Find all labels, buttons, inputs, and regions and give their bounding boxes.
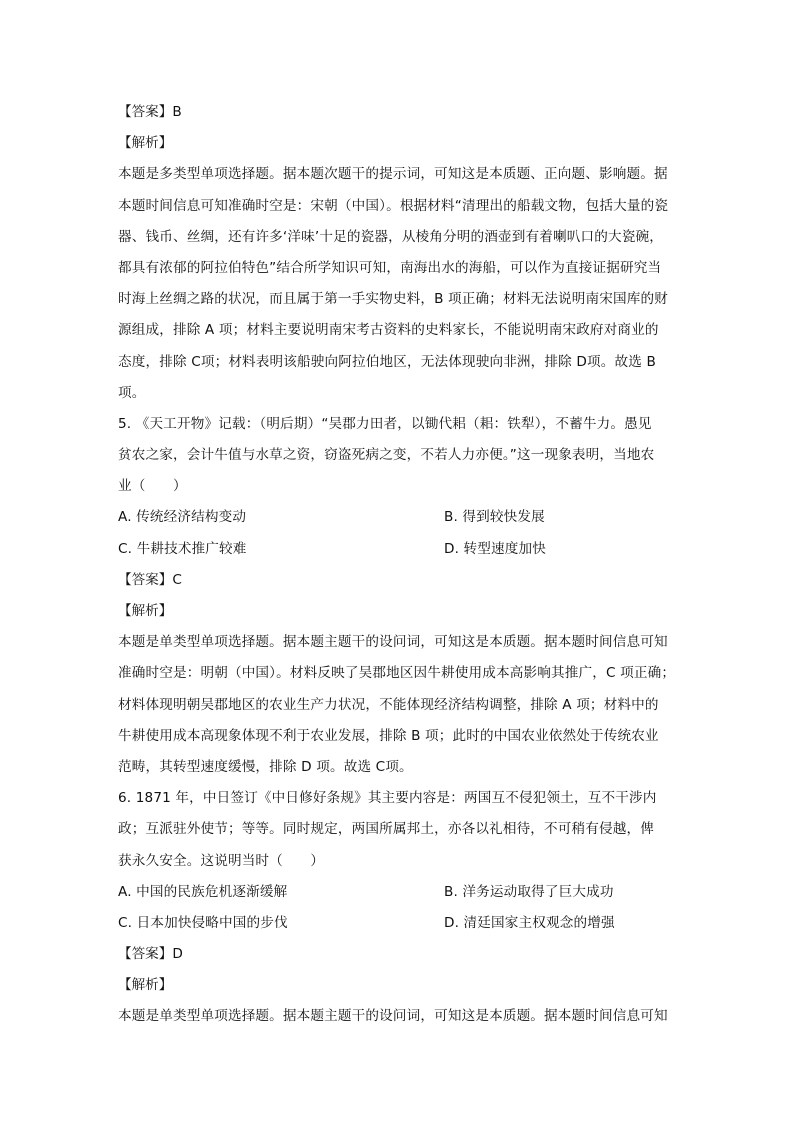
q5-stem-line: 业（ ）: [118, 478, 187, 495]
q4-analysis-line: 时海上丝绸之路的状况，而且属于第一手实物史料，B 项正确；材料无法说明南宋国库的财: [118, 291, 668, 308]
q5-option-b: B. 得到较快发展: [444, 509, 545, 526]
q6-option-a: A. 中国的民族危机逐渐缓解: [118, 883, 288, 900]
document-page: [118, 97, 678, 1033]
q4-analysis-line: 都具有浓郁的阿拉伯特色”结合所学知识可知，南海出水的海船，可以作为直接证据研究当: [118, 259, 662, 276]
q5-analysis: [118, 627, 678, 783]
q6-analysis-heading: 【解析】: [118, 977, 173, 994]
q4-analysis-line: 源组成，排除 A 项；材料主要说明南宋考古资料的史料家长，不能说明南宋政府对商业的: [118, 322, 659, 339]
q4-analysis-heading: 【解析】: [118, 135, 173, 152]
q6-options-row-2: [118, 908, 678, 939]
q5-analysis-line: 范畴，其转型速度缓慢，排除 D 项。故选 C项。: [118, 758, 413, 775]
q6-stem-line: 政；互派驻外使节；等等。同时规定，两国所属邦土，亦各以礼相待，不可稍有侵越，俾: [118, 821, 655, 838]
q4-analysis-line: 项。: [118, 384, 146, 401]
q6-stem-line: 6. 1871 年，中日签订《中日修好条规》其主要内容是：两国互不侵犯领土，互不干涉内: [118, 790, 657, 807]
q4-analysis-line: 本题时间信息可知准确时空是：宋朝（中国）。根据材料“清理出的船载文物，包括大量的瓷: [118, 197, 669, 214]
q5-option-a: A. 传统经济结构变动: [118, 509, 247, 526]
q5-analysis-heading: 【解析】: [118, 603, 173, 619]
q4-analysis-line: 本题是多类型单项选择题。据本题次题干的提示词，可知这是本质题、正向题、影响题。据: [118, 166, 668, 183]
q5-analysis-line: 材料体现明朝吴郡地区的农业生产力状况，不能体现经济结构调整，排除 A 项；材料中的: [118, 696, 659, 713]
q5-stem-line: 贫农之家，会计牛值与水草之资，窃盗死病之变，不若人力亦便。”这一现象表明，当地农: [118, 447, 655, 464]
q5-options-row-2: [118, 534, 678, 565]
q5-analysis-line: 本题是单类型单项选择题。据本题主题干的设问词，可知这是本质题。据本题时间信息可知: [118, 634, 668, 651]
q6-options-row-1: [118, 877, 678, 908]
q6-analysis-line: 本题是单类型单项选择题。据本题主题干的设问词，可知这是本质题。据本题时间信息可知: [118, 1008, 668, 1025]
q5-answer: 【答案】C: [118, 571, 182, 588]
q6-option-b: B. 洋务运动取得了巨大成功: [444, 883, 614, 900]
q5-analysis-line: 牛耕使用成本高现象体现不利于农业发展，排除 B 项；此时的中国农业依然处于传统农业: [118, 727, 659, 744]
q6-analysis: [118, 1001, 678, 1032]
q6-stem-line: 获永久安全。这说明当时（ ）: [118, 852, 325, 869]
q6-option-d: D. 清廷国家主权观念的增强: [444, 914, 615, 931]
q5-analysis-line: 准确时空是：明朝（中国）。材料反映了吴郡地区因牛耕使用成本高影响其推广，C 项正确；: [118, 665, 676, 682]
q6-answer: 【答案】D: [118, 946, 183, 963]
q5-option-d: D. 转型速度加快: [444, 540, 547, 557]
q6-stem: [118, 783, 678, 877]
q4-analysis: [118, 159, 678, 409]
q5-stem: [118, 409, 678, 503]
q4-analysis-line: 器、钱币、丝绸，还有许多‘洋味’十足的瓷器，从棱角分明的酒壶到有着喇叭口的大瓷碗，: [118, 228, 663, 245]
q6-option-c: C. 日本加快侵略中国的步伐: [118, 914, 288, 931]
q5-option-c: C. 牛耕技术推广较难: [118, 540, 247, 557]
q4-answer: 【答案】B: [118, 104, 182, 120]
q5-stem-line: 5. 《天工开物》记载：（明后期）“吴郡力田者，以锄代耜（耜：铁犁），不蓄牛力。愚见: [118, 415, 652, 432]
q4-analysis-line: 态度，排除 C项；材料表明该船驶向阿拉伯地区，无法体现驶向非洲，排除 D项。故选 B: [118, 353, 656, 370]
q5-options-row-1: [118, 502, 678, 533]
